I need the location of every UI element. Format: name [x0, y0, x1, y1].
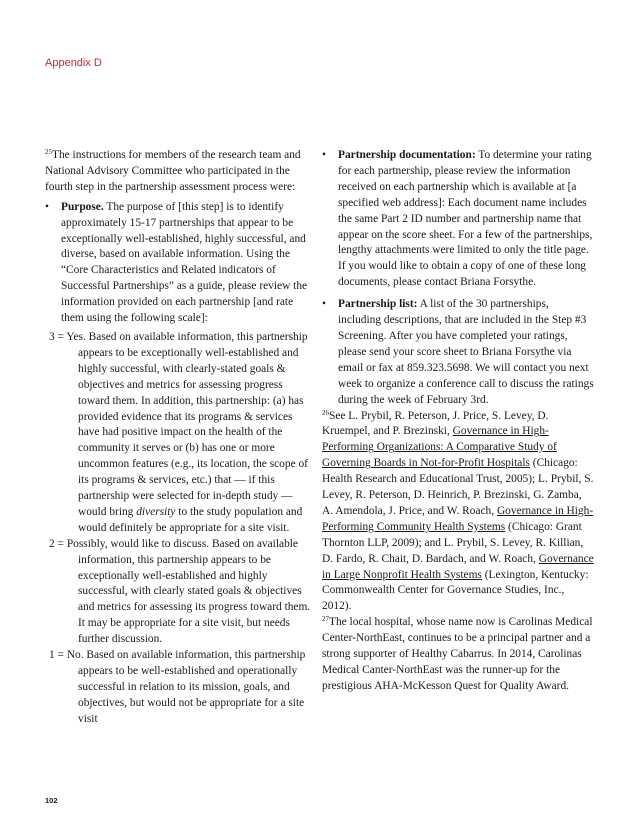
citation-title: Governance in Large Nonprofit Health Systems: [322, 552, 594, 581]
bullet-marker: •: [322, 149, 326, 161]
footnote-text: (Lexington, Kentucky: Commonwealth Center for Governance Studies, Inc., 2012).: [322, 568, 589, 613]
diversity-emphasis: diversity: [136, 505, 176, 518]
footnote-text: See L. Prybil, R. Peterson, J. Price, S. Levey, D. Kruempel, and P. Brezinski,: [322, 409, 549, 438]
footnote-text: (Chicago: Grant Thornton LLP, 2009); and L. Prybil, S. Levey, R. Killian, D. Fardo, R. Chait, D. Bardach, and W. Roach,: [322, 520, 584, 565]
footnote-text: The local hospital, whose name now is Carolinas Medical Center-NorthEast, continues to be a principal partner and a strong supporter of Healthy Cabarrus. In 2014, Carolinas Medical Canter-NorthEast was the runner-up for the prestigious AHA-McKesson Quest for Quality Award.: [322, 616, 593, 692]
scale-text: 3 = Yes. Based on available information, this partnership appears to be exceptionally well-established and highly successful, with clearly-stated goals & objectives and metrics for assessing progress toward them. In addition, this partnership: (a) has provided evidence that its programs & services have had positive impact on the health of the community it serves or (b) has one or more uncommon features (e.g., its location, the scope of its programs & services, etc.) that — if this partnership were selected for in-depth study — would bring: [49, 330, 308, 518]
partnership-list-bullet: [322, 297, 594, 408]
footnote-25: [45, 148, 313, 196]
partnership-list-label: Partnership list:: [338, 298, 418, 311]
footnote-marker: 25: [45, 148, 52, 156]
purpose-text: The purpose of [this step] is to identify approximately 15-17 partnerships that appear to be exceptionally well-established, highly successful, and diverse, based on available information. Using the “Core Characteristics and Related indicators of Successful Partnerships” as a guide, please review the information provided on each partnership [and rate them using the following scale]:: [61, 200, 308, 325]
footnote-text: (Chicago: Health Research and Educational Trust, 2005); L. Prybil, S. Levey, R. Peterson, D. Heinrich, P. Brezinski, G. Zamba, A. Amendola, J. Price, and W. Roach,: [322, 457, 594, 517]
footnote-27: [322, 615, 594, 695]
purpose-label: Purpose.: [61, 200, 104, 213]
citation-title: Governance in High-Performing Community Health Systems: [322, 504, 594, 533]
rating-scale: [45, 330, 313, 728]
footnote-26: [322, 409, 594, 616]
page-number: 102: [45, 796, 58, 805]
purpose-bullet: [45, 200, 313, 327]
documentation-bullet: [322, 148, 594, 291]
appendix-label: Appendix D: [45, 57, 102, 69]
footnote-marker: 26: [322, 408, 329, 417]
scale-item-3: [45, 330, 313, 537]
bullet-marker: •: [45, 200, 49, 213]
bullet-marker: •: [322, 298, 326, 311]
footnote-marker: 27: [322, 615, 329, 624]
scale-text: to the study population and would definitely be appropriate for a site visit.: [78, 505, 303, 534]
left-column: [45, 148, 313, 728]
scale-item-1: 1 = No. Based on available information, this partnership appears to be well-established and operationally successful in relation to its mission, goals, and objectives, but would not be appropriate for a site visit: [49, 649, 306, 725]
citation-title: Governance in High-Performing Organizations: A Comparative Study of Governing Boards in Not-for-Profit Hospitals: [322, 425, 557, 470]
footnote-text: The instructions for members of the research team and National Advisory Committee who participated in the fourth step in the partnership assessment process were:: [45, 149, 301, 193]
partnership-list-text: A list of the 30 partnerships, including descriptions, that are included in the Step #3 Screening. After you have completed your ratings, please send your score sheet to Briana Forsythe via email or fax at 859.323.5698. We will contact you next week to organize a conference call to discuss the ratings during the week of February 3rd.: [338, 298, 594, 406]
documentation-label: Partnership documentation:: [338, 149, 476, 161]
documentation-text: To determine your rating for each partnership, please review the information received on each partnership which is available at [a specified web address]: Each document name includes the same Part 2 ID number and partnership name that appear on the score sheet. For a few of the partnerships, lengthy attachments were limited to only the title page. If you would like to obtain a copy of one of these long documents, please contact Briana Forsythe.: [338, 149, 593, 289]
right-column: [322, 148, 594, 695]
scale-item-2: 2 = Possibly, would like to discuss. Based on available information, this partnership appears to be exceptionally well-established and highly successful, with clearly stated goals & objectives and metrics for assessing its progress toward them. It may be appropriate for a site visit, but needs further discussion.: [49, 537, 311, 646]
